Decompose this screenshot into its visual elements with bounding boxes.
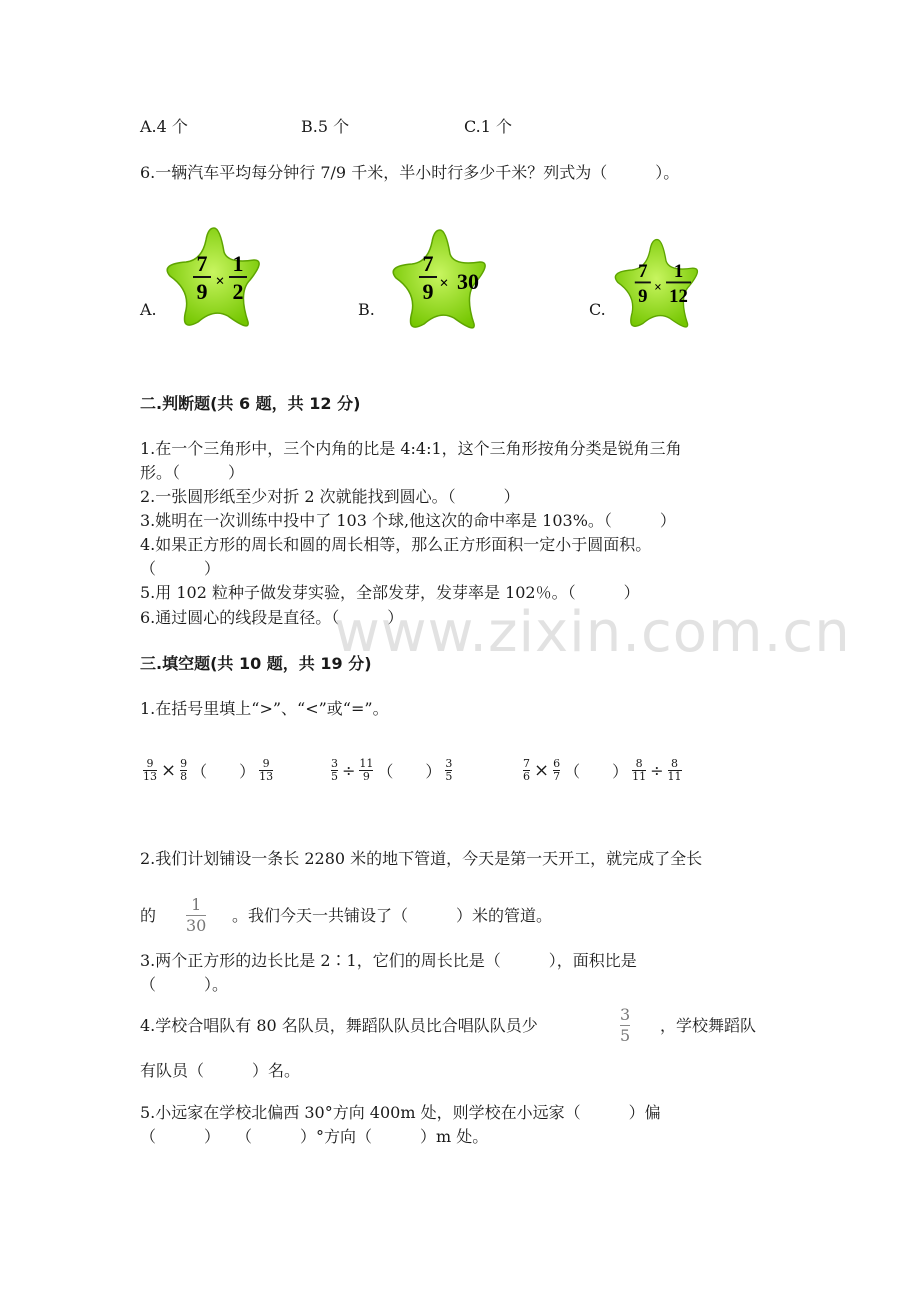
- star-c-den1: 9: [638, 286, 648, 308]
- judge-item-2: 2.一张圆形纸至少对折 2 次就能找到圆心。（ ）: [140, 487, 520, 506]
- star-a-op: ×: [215, 273, 225, 290]
- option-a: A.4 个: [140, 117, 188, 136]
- q6-label-b: B.: [358, 300, 375, 319]
- fill-q4-line2: 有队员（ ）名。: [140, 1061, 301, 1080]
- fraction-3-5: 3 5: [620, 1005, 631, 1045]
- operator: ×: [534, 760, 550, 781]
- answer-blank[interactable]: （ ）: [191, 762, 256, 781]
- judge-item-4: 4.如果正方形的周长和圆的周长相等，那么正方形面积一定小于圆面积。: [140, 535, 652, 554]
- operator: ÷: [342, 761, 356, 780]
- option-b: B.5 个: [301, 117, 350, 136]
- fraction: 3 5: [445, 757, 453, 783]
- fraction: 8 11: [632, 757, 647, 783]
- star-option-c: [608, 236, 708, 336]
- judge-item-5: 5.用 102 粒种子做发芽实验，全部发芽，发芽率是 102％。（ ）: [140, 583, 640, 602]
- fill-q5-line1: 5.小远家在学校北偏西 30°方向 400m 处，则学校在小远家（ ）偏: [140, 1103, 661, 1122]
- star-b-den1: 9: [422, 279, 434, 304]
- operator: ×: [161, 760, 177, 781]
- star-c-den2: 12: [669, 286, 688, 308]
- star-a-den2: 2: [232, 279, 244, 304]
- star-b-num1: 7: [422, 251, 434, 276]
- fill-q4-pre: 4.学校合唱队有 80 名队员，舞蹈队队员比合唱队队员少: [140, 1016, 538, 1035]
- star-b-whole: 30: [457, 269, 479, 294]
- star-a-num2: 1: [232, 251, 244, 276]
- watermark: www.zixin.com.cn: [334, 600, 851, 665]
- fill-q2-pre: 的: [140, 906, 157, 925]
- fraction: 3 5: [331, 757, 338, 783]
- fraction: 9 13: [143, 757, 157, 783]
- star-a-den1: 9: [196, 279, 208, 304]
- section-3-title: 三.填空题(共 10 题，共 19 分): [140, 654, 372, 673]
- fraction-1-30: 1 30: [186, 895, 207, 935]
- question-6: 6.一辆汽车平均每分钟行 7/9 千米，半小时行多少千米？列式为（ ）。: [140, 163, 680, 182]
- fraction: 9 8: [180, 757, 188, 783]
- compare-expr-1: [143, 758, 273, 783]
- star-c-num2: 1: [673, 261, 684, 283]
- fill-q2-line1: 2.我们计划铺设一条长 2280 米的地下管道，今天是第一天开工，就完成了全长: [140, 849, 703, 868]
- fill-q3-line2: （ ）。: [140, 975, 229, 994]
- fraction: 6 7: [553, 757, 561, 783]
- q6-label-c: C.: [589, 300, 606, 319]
- fraction: 9 13: [259, 757, 274, 783]
- operator: ÷: [650, 761, 664, 780]
- fill-q5-line2: （ ） （ ）°方向（ ）m 处。: [140, 1127, 489, 1146]
- fill-q4-post: ，学校舞蹈队: [660, 1016, 757, 1035]
- judge-item-6: 6.通过圆心的线段是直径。（ ）: [140, 608, 404, 627]
- star-a-num1: 7: [196, 251, 208, 276]
- option-c: C.1 个: [464, 117, 513, 136]
- judge-item-4-cont: （ ）: [140, 559, 221, 578]
- q6-label-a: A.: [140, 300, 157, 319]
- fraction: 11 9: [359, 757, 374, 783]
- section-2-title: 二.判断题(共 6 题，共 12 分): [140, 394, 361, 413]
- star-c-num1: 7: [638, 261, 648, 283]
- fraction: 7 6: [523, 757, 530, 783]
- star-b-op: ×: [439, 275, 449, 292]
- fraction: 8 11: [667, 757, 682, 783]
- star-option-b: [386, 226, 496, 338]
- answer-blank[interactable]: （ ）: [564, 762, 629, 781]
- judge-item-3: 3.姚明在一次训练中投中了 103 个球,他这次的命中率是 103%。（ ）: [140, 511, 676, 530]
- answer-blank[interactable]: （ ）: [377, 762, 442, 781]
- fill-q2-post: 。我们今天一共铺设了（ ）米的管道。: [232, 906, 553, 925]
- compare-expr-2: [331, 758, 452, 783]
- judge-item-1-cont: 形。（ ）: [140, 463, 245, 482]
- judge-item-1: 1.在一个三角形中，三个内角的比是 4:4:1，这个三角形按角分类是锐角三角: [140, 439, 682, 458]
- fill-q3-line1: 3.两个正方形的边长比是 2∶1，它们的周长比是（ ），面积比是: [140, 951, 637, 970]
- star-c-op: ×: [654, 279, 662, 295]
- compare-expr-3: [523, 758, 682, 783]
- star-option-a: [158, 224, 270, 336]
- fill-q1-text: 1.在括号里填上“>”、“<”或“=”。: [140, 699, 389, 718]
